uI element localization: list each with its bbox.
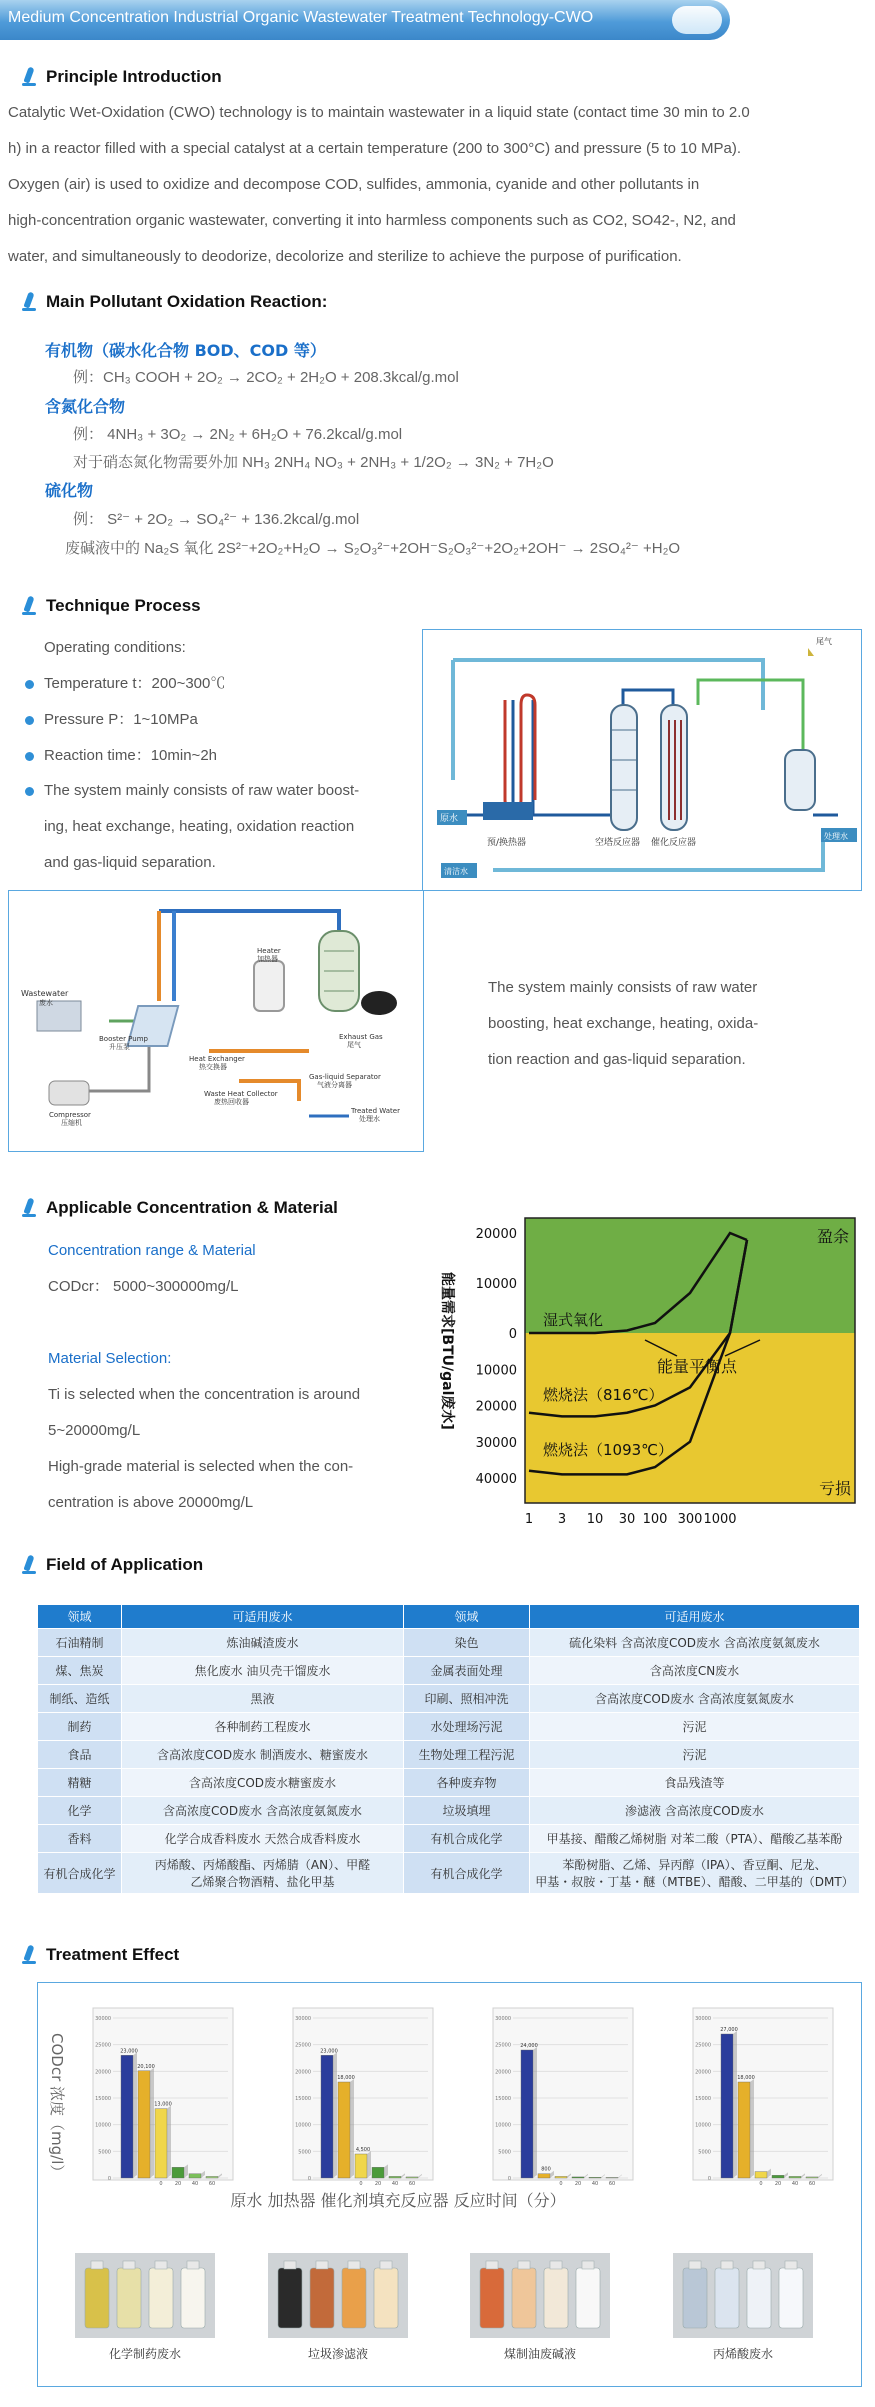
bar-category-label: 40 <box>191 2181 199 2187</box>
effect-bar <box>172 2167 184 2178</box>
table-cell: 生物处理工程污泥 <box>404 1741 530 1769</box>
fresh-water-label: 清洁水 <box>444 867 468 876</box>
effect-bar-side <box>167 2106 171 2178</box>
table-cell: 有机合成化学 <box>38 1853 122 1894</box>
effect-bar <box>138 2071 150 2178</box>
header-field-2: 领域 <box>404 1605 530 1629</box>
energy-xtick: 10 <box>586 1512 604 1527</box>
table-cell: 煤、焦炭 <box>38 1657 122 1685</box>
bullet-icon <box>25 752 34 761</box>
panel-ytick: 30000 <box>495 2016 511 2022</box>
bar-category-label: 60 <box>808 2181 816 2187</box>
effect-bar <box>338 2082 350 2178</box>
bar-data-label: 20,100 <box>137 2063 155 2070</box>
table-cell: 苯酚树脂、乙烯、异丙醇（IPA）、香豆酮、尼龙、 甲基・叔胺・丁基・醚（MTBE）、醋酸、二甲基的（DMT） <box>530 1853 860 1894</box>
effect-bar <box>155 2109 167 2178</box>
incineration-816-label: 燃烧法（816℃） <box>543 1386 664 1404</box>
bar-category-label: 60 <box>208 2181 216 2187</box>
bar-data-label: 23,000 <box>320 2048 338 2055</box>
table-row <box>38 1629 860 1657</box>
condition-time: Reaction time：10min~2h <box>25 738 217 774</box>
effect-bar <box>555 2176 567 2178</box>
table-cell: 含高浓度COD废水 含高浓度氨氮废水 <box>530 1685 860 1713</box>
table-cell: 制药 <box>38 1713 122 1741</box>
table-row <box>38 1741 860 1769</box>
effect-bar-side <box>133 2052 137 2178</box>
treated-water-label: 处理水 <box>824 832 848 841</box>
compressor-label: Compressor <box>49 1111 91 1119</box>
panel-ytick: 20000 <box>295 2069 311 2076</box>
effect-bar <box>406 2177 418 2178</box>
effect-bar <box>355 2154 367 2178</box>
panel-ytick: 0 <box>307 2176 311 2182</box>
panel-ytick: 10000 <box>95 2122 111 2129</box>
process-3d-diagram <box>8 890 424 1152</box>
application-table <box>37 1604 860 1894</box>
bottle-cap <box>91 2261 103 2269</box>
table-cell: 含高浓度COD废水 含高浓度氨氮废水 <box>122 1797 404 1825</box>
table-cell: 甲基接、醋酸乙烯树脂 对苯二酸（PTA）、醋酸乙基苯酚 <box>530 1825 860 1853</box>
sample-bottle <box>342 2268 366 2328</box>
bar-category-label: 0 <box>359 2181 363 2187</box>
effect-bar-side <box>533 2047 537 2178</box>
effect-bar <box>772 2175 784 2178</box>
exhaust-gas-label: Exhaust Gas <box>339 1033 383 1041</box>
bar-data-label: 23,000 <box>120 2048 138 2055</box>
table-cell: 精糖 <box>38 1769 122 1797</box>
codcr-range: CODcr： 5000~300000mg/L <box>48 1278 239 1295</box>
effect-ylabel: CODcr 浓度（mg/l） <box>48 2033 66 2180</box>
energy-xtick: 30 <box>618 1512 636 1527</box>
operating-conditions-label: Operating conditions: <box>44 639 186 656</box>
booster-cn-label: 升压泵 <box>109 1043 130 1051</box>
table-cell: 丙烯酸、丙烯酸酯、丙烯腈（AN）、甲醛 乙烯聚合物酒精、盐化甲基 <box>122 1853 404 1894</box>
panel-ytick: 5000 <box>298 2149 311 2156</box>
panel-ytick: 5000 <box>698 2149 711 2156</box>
sample-bottle <box>181 2268 205 2328</box>
header-wastewater-1: 可适用废水 <box>122 1605 404 1629</box>
effect-panel-chart <box>293 2008 433 2187</box>
panel-frame <box>493 2008 633 2180</box>
effect-bar <box>121 2055 133 2178</box>
sample-photo <box>75 2253 215 2361</box>
effect-bar-side <box>733 2031 737 2178</box>
effect-caption: 原水 加热器 催化剂填充反应器 反应时间（分） <box>230 2191 566 2210</box>
condition-temperature: Temperature t：200~300℃ <box>25 666 225 702</box>
photo-caption: 化学制药废水 <box>108 2347 182 2361</box>
bottle-cap <box>753 2261 765 2269</box>
system-description: The system mainly consists of raw water boosting, heat exchange, heating, oxida- tion reaction and gas-liquid separation. <box>488 979 759 1068</box>
heat-exchanger-label: Heat Exchanger <box>189 1055 245 1063</box>
table-cell: 含高浓度CN废水 <box>530 1657 860 1685</box>
pen-icon <box>22 292 36 312</box>
table-cell: 硫化染料 含高浓度COD废水 含高浓度氨氮废水 <box>530 1629 860 1657</box>
catalytic-reactor-label: 催化反应器 <box>651 838 697 848</box>
pen-icon <box>22 596 36 616</box>
energy-ytick-lower: 30000 <box>475 1435 517 1451</box>
bar-data-label: 13,000 <box>154 2101 172 2108</box>
table-cell: 有机合成化学 <box>404 1853 530 1894</box>
deficit-label: 亏损 <box>819 1479 852 1498</box>
table-cell: 制纸、造纸 <box>38 1685 122 1713</box>
table-cell: 金属表面处理 <box>404 1657 530 1685</box>
energy-xtick: 100 <box>642 1512 668 1527</box>
concentration-heading: Applicable Concentration & Material <box>22 1198 338 1218</box>
effect-bar <box>572 2177 584 2178</box>
panel-ytick: 15000 <box>295 2096 311 2102</box>
title-banner <box>0 0 730 40</box>
effect-bar-side <box>750 2079 754 2178</box>
separator-cn-label: 气液分离器 <box>317 1081 352 1089</box>
application-heading: Field of Application <box>22 1555 203 1575</box>
raw-water-label: 原水 <box>440 814 459 824</box>
panel-ytick: 15000 <box>695 2096 711 2102</box>
heater-label: Heater <box>257 947 281 955</box>
waste-heat-cn-label: 废热回收器 <box>214 1098 249 1106</box>
bar-category-label: 60 <box>608 2181 616 2187</box>
bar-data-label: 800 <box>541 2166 551 2173</box>
table-cell: 炼油碱渣废水 <box>122 1629 404 1657</box>
nitrogen-note: 对于硝态氮化物需要外加 NH₃ 2NH₄ NO₃ + 2NH₃ + 1/2O₂ → 3N₂ + 7H₂O <box>73 454 554 471</box>
bar-category-label: 20 <box>774 2181 782 2187</box>
pen-icon <box>22 1945 36 1965</box>
principle-text: Catalytic Wet-Oxidation (CWO) technology is to maintain wastewater in a liquid state (contact time 30 min to 2.0 h) in a reactor filled with a special catalyst at a certain temperature (200 to 300°C) and pressure (5 to 10 MPa). Oxygen (air) is used to oxidize and decompose COD, sulfides, ammonia, cyanide and other pollutants in high-concentration organic wastewater, converting it into harmless components such as CO2, SO42-, N2, and water, and simultaneously to deodorize, decolorize and sterilize to achieve the purpose of purification. <box>8 104 750 265</box>
table-row <box>38 1657 860 1685</box>
energy-ytick-upper: 20000 <box>475 1227 517 1242</box>
booster-label: Booster Pump <box>99 1035 148 1043</box>
panel-ytick: 20000 <box>95 2069 111 2076</box>
effect-bar <box>738 2082 750 2178</box>
table-cell: 化学 <box>38 1797 122 1825</box>
table-cell: 含高浓度COD废水糖蜜废水 <box>122 1769 404 1797</box>
sample-bottle <box>512 2268 536 2328</box>
table-cell: 染色 <box>404 1629 530 1657</box>
bar-data-label: 27,000 <box>720 2027 738 2033</box>
range-title: Concentration range & Material <box>48 1242 256 1259</box>
panel-ytick: 0 <box>707 2176 711 2182</box>
energy-ytick-lower: 10000 <box>475 1363 517 1379</box>
heater-cn-label: 加热器 <box>257 955 278 963</box>
material-title: Material Selection: <box>48 1350 172 1367</box>
material-text: Ti is selected when the concentration is around 5~20000mg/L High-grade material is selected when the con- centration is above 20000mg/L <box>48 1386 361 1511</box>
bottle-cap <box>155 2261 167 2269</box>
energy-ylabel: 能量需求[BTU/gal废水] <box>439 1272 455 1430</box>
bar-category-label: 40 <box>791 2181 799 2187</box>
bottle-cap <box>689 2261 701 2269</box>
panel-ytick: 5000 <box>498 2149 511 2156</box>
exhaust-label: 尾气 <box>816 637 832 646</box>
effect-bar <box>589 2177 601 2178</box>
table-row <box>38 1713 860 1741</box>
preheater-label: 预/换热器 <box>487 838 527 848</box>
page-title: Medium Concentration Industrial Organic Wastewater Treatment Technology-CWO <box>8 9 594 26</box>
table-cell: 渗滤液 含高浓度COD废水 <box>530 1797 860 1825</box>
energy-xtick: 3 <box>557 1512 567 1527</box>
compressor-cn-label: 压缩机 <box>61 1119 82 1127</box>
bottle-cap <box>348 2261 360 2269</box>
photo-caption: 丙烯酸废水 <box>712 2347 774 2361</box>
panel-ytick: 20000 <box>495 2069 511 2076</box>
sample-bottle <box>480 2268 504 2328</box>
sample-bottle <box>715 2268 739 2328</box>
panel-ytick: 20000 <box>695 2069 711 2076</box>
bottle-cap <box>550 2261 562 2269</box>
effect-bar <box>389 2176 401 2178</box>
panel-ytick: 5000 <box>98 2149 111 2156</box>
bar-category-label: 20 <box>574 2181 582 2187</box>
table-row <box>38 1685 860 1713</box>
table-cell: 各种废弃物 <box>404 1769 530 1797</box>
effect-heading: Treatment Effect <box>22 1945 179 1965</box>
principle-heading: Principle Introduction <box>22 67 222 87</box>
sulfide-note: 废碱液中的 Na₂S 氧化 2S²⁻+2O₂+H₂O → S₂O₃²⁻+2OH⁻S₂O₃²⁻+2O₂+2OH⁻ → 2SO₄²⁻ +H₂O <box>65 540 681 557</box>
effect-chart <box>38 1983 861 2386</box>
exhaust-gas-cn-label: 尾气 <box>347 1041 361 1049</box>
treated-label: Treated Water <box>351 1107 400 1115</box>
table-cell: 食品 <box>38 1741 122 1769</box>
wastewater-label: Wastewater <box>21 989 69 998</box>
energy-ytick-upper: 10000 <box>475 1277 517 1292</box>
effect-bar <box>538 2174 550 2178</box>
table-cell: 焦化废水 油贝壳干馏废水 <box>122 1657 404 1685</box>
energy-chart <box>425 1210 865 1530</box>
waste-heat-label: Waste Heat Collector <box>204 1090 278 1098</box>
treated-cn-label: 处理水 <box>359 1115 380 1123</box>
sample-bottle <box>576 2268 600 2328</box>
bottle-cap <box>187 2261 199 2269</box>
table-cell: 有机合成化学 <box>404 1825 530 1853</box>
effect-bar <box>521 2050 533 2178</box>
panel-frame <box>693 2008 833 2180</box>
effect-bar-side <box>333 2052 337 2178</box>
energy-xtick: 1000 <box>703 1512 737 1527</box>
sulfide-example: 例： S²⁻ + 2O₂ → SO₄²⁻ + 136.2kcal/g.mol <box>73 511 360 528</box>
header-field-1: 领域 <box>38 1605 122 1629</box>
panel-ytick: 10000 <box>695 2122 711 2129</box>
panel-ytick: 0 <box>507 2176 511 2182</box>
bottle-cap <box>316 2261 328 2269</box>
sample-bottle <box>85 2268 109 2328</box>
bar-category-label: 60 <box>408 2181 416 2187</box>
panel-ytick: 25000 <box>495 2042 511 2049</box>
panel-ytick: 15000 <box>495 2096 511 2102</box>
table-cell: 含高浓度COD废水 制酒废水、糖蜜废水 <box>122 1741 404 1769</box>
nitrogen-title: 含氮化合物 <box>45 397 126 416</box>
process-heading: Technique Process <box>22 596 201 616</box>
sample-photo <box>673 2253 813 2361</box>
table-cell: 黑液 <box>122 1685 404 1713</box>
panel-ytick: 15000 <box>95 2096 111 2102</box>
table-cell: 印刷、照相冲洗 <box>404 1685 530 1713</box>
surplus-label: 盈余 <box>817 1227 850 1246</box>
bottle-cap <box>284 2261 296 2269</box>
panel-ytick: 10000 <box>295 2122 311 2129</box>
process-flow-svg <box>423 630 861 890</box>
bottle-cap <box>785 2261 797 2269</box>
organic-example: 例：CH₃ COOH + 2O₂ → 2CO₂ + 2H₂O + 208.3kcal/g.mol <box>73 369 459 386</box>
bottle-cap <box>582 2261 594 2269</box>
effect-panel <box>37 1982 862 2387</box>
bottle-cap <box>486 2261 498 2269</box>
wet-oxidation-label: 湿式氧化 <box>543 1311 604 1329</box>
bullet-icon <box>25 787 34 796</box>
sample-bottle <box>278 2268 302 2328</box>
balance-point-label: 能量平衡点 <box>657 1357 738 1376</box>
table-cell: 香料 <box>38 1825 122 1853</box>
table-row <box>38 1769 860 1797</box>
bottle-cap <box>518 2261 530 2269</box>
effect-bar <box>189 2174 201 2178</box>
effect-panel-chart <box>93 2008 233 2187</box>
bottle-cap <box>721 2261 733 2269</box>
bar-category-label: 20 <box>374 2181 382 2187</box>
separator-label: Gas-liquid Separator <box>309 1073 381 1081</box>
sample-bottle <box>747 2268 771 2328</box>
condition-pressure: Pressure P：1~10MPa <box>25 702 198 738</box>
energy-ytick-lower: 20000 <box>475 1399 517 1415</box>
sample-bottle <box>310 2268 334 2328</box>
effect-bar <box>321 2055 333 2178</box>
bar-category-label: 0 <box>559 2181 563 2187</box>
photo-caption: 垃圾渗滤液 <box>307 2347 369 2361</box>
panel-ytick: 10000 <box>495 2122 511 2129</box>
effect-bar <box>806 2177 818 2178</box>
bar-category-label: 0 <box>159 2181 163 2187</box>
energy-ytick-lower: 40000 <box>475 1472 517 1487</box>
effect-bar <box>721 2034 733 2178</box>
panel-ytick: 0 <box>107 2176 111 2182</box>
table-row <box>38 1797 860 1825</box>
bar-category-label: 0 <box>759 2181 763 2187</box>
sample-photo <box>470 2253 610 2361</box>
organic-title: 有机物（碳水化合物 BOD、COD 等） <box>45 341 326 360</box>
bullet-icon <box>25 680 34 689</box>
photo-caption: 煤制油废碱液 <box>503 2347 577 2361</box>
effect-bar <box>755 2172 767 2178</box>
table-cell: 污泥 <box>530 1713 860 1741</box>
panel-ytick: 25000 <box>295 2042 311 2049</box>
pen-icon <box>22 1198 36 1218</box>
panel-ytick: 30000 <box>95 2016 111 2022</box>
heat-exchanger-cn-label: 热交换器 <box>199 1063 227 1071</box>
sample-bottle <box>683 2268 707 2328</box>
bar-category-label: 40 <box>591 2181 599 2187</box>
sample-bottle <box>149 2268 173 2328</box>
table-cell: 水处理场污泥 <box>404 1713 530 1741</box>
energy-xtick: 300 <box>677 1512 703 1527</box>
bar-category-label: 40 <box>391 2181 399 2187</box>
sample-bottle <box>779 2268 803 2328</box>
bar-data-label: 24,000 <box>520 2043 538 2049</box>
panel-ytick: 25000 <box>95 2042 111 2049</box>
table-row <box>38 1825 860 1853</box>
bar-data-label: 4,500 <box>355 2147 371 2153</box>
effect-bar-side <box>150 2068 154 2178</box>
sample-bottle <box>117 2268 141 2328</box>
effect-bar <box>206 2176 218 2178</box>
bar-category-label: 20 <box>174 2181 182 2187</box>
air-reactor-label: 空塔反应器 <box>595 838 641 848</box>
panel-ytick: 30000 <box>295 2016 311 2022</box>
wastewater-cn-label: 废水 <box>39 999 53 1007</box>
effect-bar-side <box>367 2151 371 2178</box>
sample-bottle <box>374 2268 398 2328</box>
sulfide-title: 硫化物 <box>45 481 94 500</box>
incineration-1093-label: 燃烧法（1093℃） <box>543 1441 674 1459</box>
panel-ytick: 25000 <box>695 2042 711 2049</box>
pen-icon <box>22 1555 36 1575</box>
effect-panel-chart <box>693 2008 833 2187</box>
bottle-cap <box>123 2261 135 2269</box>
energy-ytick-upper: 0 <box>508 1327 517 1342</box>
reaction-heading: Main Pollutant Oxidation Reaction: <box>22 292 327 312</box>
header-wastewater-2: 可适用废水 <box>530 1605 860 1629</box>
sample-photo <box>268 2253 408 2361</box>
process-3d-svg <box>9 891 423 1151</box>
effect-panel-chart <box>493 2008 633 2187</box>
bar-data-label: 18,000 <box>337 2075 355 2081</box>
table-header-row <box>38 1605 860 1629</box>
effect-bar-side <box>350 2079 354 2178</box>
table-cell: 化学合成香料废水 天然合成香料废水 <box>122 1825 404 1853</box>
process-flow-diagram <box>422 629 862 891</box>
table-row <box>38 1853 860 1894</box>
nitrogen-example: 例： 4NH₃ + 3O₂ → 2N₂ + 6H₂O + 76.2kcal/g.mol <box>73 426 403 443</box>
bullet-icon <box>25 716 34 725</box>
bottle-cap <box>380 2261 392 2269</box>
energy-xtick: 1 <box>524 1512 534 1527</box>
effect-bar <box>606 2177 618 2178</box>
table-cell: 污泥 <box>530 1741 860 1769</box>
effect-bar <box>372 2167 384 2178</box>
table-cell: 石油精制 <box>38 1629 122 1657</box>
table-cell: 垃圾填埋 <box>404 1797 530 1825</box>
effect-bar <box>789 2176 801 2178</box>
bar-data-label: 18,000 <box>737 2075 755 2081</box>
sample-bottle <box>544 2268 568 2328</box>
table-cell: 食品残渣等 <box>530 1769 860 1797</box>
condition-system: The system mainly consists of raw water boost- ing, heat exchange, heating, oxidation reaction and gas-liquid separation. <box>25 773 359 881</box>
pen-icon <box>22 67 36 87</box>
table-cell: 各种制药工程废水 <box>122 1713 404 1741</box>
panel-ytick: 30000 <box>695 2016 711 2022</box>
